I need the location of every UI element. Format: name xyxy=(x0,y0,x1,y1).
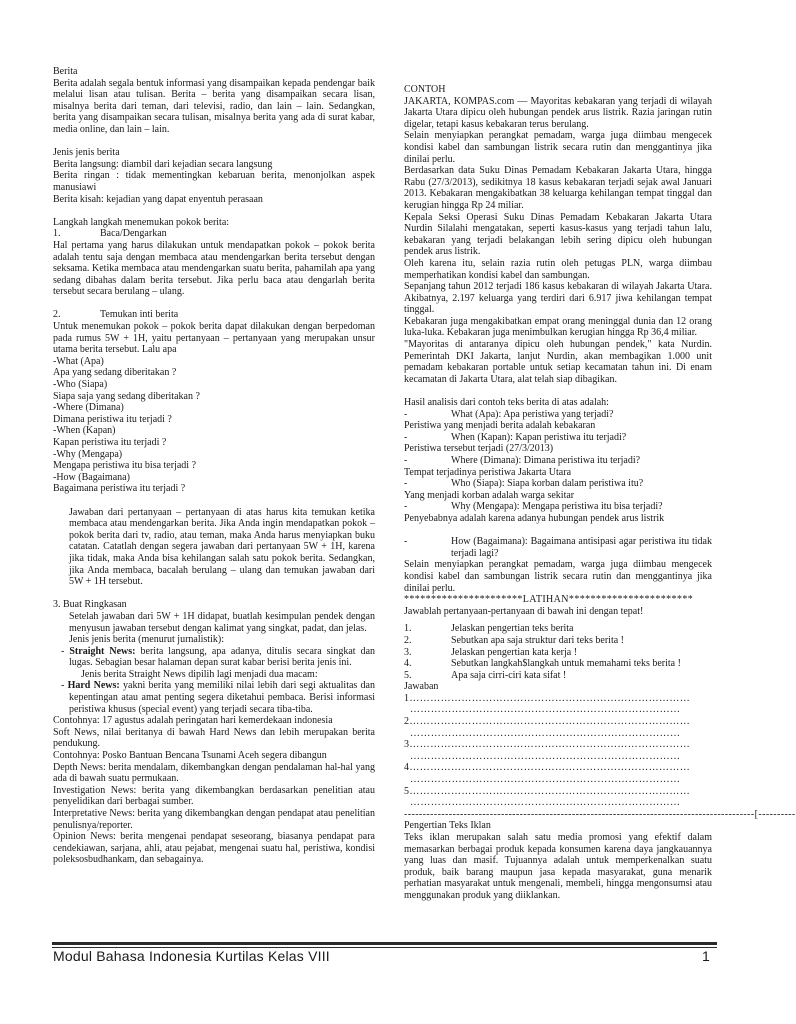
hasil-heading: Hasil analisis dari contoh teks berita di atas adalah: xyxy=(404,397,609,409)
news-paragraph: Sepanjang tahun 2012 terjadi 186 kasus kebakaran di wilayah Jakarta Utara. Akibatnya, 2.197 keluarga yang terdiri dari 6.917 jiwa kehilangan tempat tinggal. xyxy=(404,281,712,316)
contoh-line: Contohnya: 17 agustus adalah peringatan hari kemerdekaan indonesia xyxy=(53,715,333,727)
item-number: 3. xyxy=(404,646,412,658)
news-paragraph: Selain menyiapkan perangkat pemadam, warga juga diimbau mengecek kondisi kabel dan sambungan listrik secara rutin dan menggantinya jika dinilai perlu. xyxy=(404,130,712,165)
item-number: 5. xyxy=(404,669,412,681)
depth-news: Depth News: berita mendalam, dikembangkan dengan pendalaman hal-hal yang ada di bawah suatu permukaan. xyxy=(53,761,375,785)
soft-news: Soft News, nilai beritanya di bawah Hard News dan lebih merupakan berita pendukung. xyxy=(53,726,375,750)
analysis-question: - When (Kapan): Kapan peristiwa itu terjadi? xyxy=(404,431,627,443)
question-line: -Who (Siapa) xyxy=(53,379,108,391)
jawaban-paragraph: Jawaban dari pertanyaan – pertanyaan di atas harus kita temukan ketika membaca atau mendengarkan berita. Jika Anda ingin mendapatkan pokok – pokok berita dari tv, radio, atau teman, maka Anda harus menyiapkan buku catatan. Catatlah dengan segera jawaban dari pertanyaan 5W + 1H, karena jika tidak, maka Anda bisa kehilangan salah satu pokok berita. Sedangkan, jika Anda membaca, bacalah berulang – ulang dan temukan jawaban dari 5W + 1H tersebut. xyxy=(69,506,375,588)
analysis-answer: Yang menjadi korban adalah warga sekitar xyxy=(404,489,575,501)
step-3-text: Setelah jawaban dari 5W + 1H didapat, buatlah kesimpulan pendek dengan menyusun jawaban tersebut dengan kalimat yang singkat, padat, dan jelas. xyxy=(69,610,375,634)
analysis-q-text: How (Bagaimana): Bagaimana antisipasi agar peristiwa itu tidak terjadi lagi? xyxy=(451,536,712,559)
analysis-question-how: - How (Bagaimana): Bagaimana antisipasi agar peristiwa itu tidak terjadi lagi? xyxy=(404,536,712,559)
langkah-heading: Langkah langkah menemukan pokok berita: xyxy=(53,216,230,228)
question-line: -What (Apa) xyxy=(53,355,104,367)
analysis-q-text: Why (Mengapa): Mengapa peristiwa itu bisa terjadi? xyxy=(451,501,663,513)
item-text: Jelaskan pengertian teks berita xyxy=(451,623,574,635)
step-3-heading: 3. Buat Ringkasan xyxy=(53,599,127,611)
footer-rule xyxy=(52,942,717,945)
straight-news-item: - Straight News: berita langsung, apa adanya, ditulis secara singkat dan lugas. Sebagian besar halaman depan surat kabar berisi berita jenis ini. xyxy=(61,645,376,669)
question-line: Mengapa peristiwa itu bisa terjadi ? xyxy=(53,460,197,472)
analysis-q-text: Who (Siapa): Siapa korban dalam peristiwa itu? xyxy=(451,478,644,490)
question-line: Kapan peristiwa itu terjadi ? xyxy=(53,437,167,448)
answer-line: …………………………………………………………………… xyxy=(410,774,681,786)
question-line: -How (Bagaimana) xyxy=(53,471,130,483)
page-number: 1 xyxy=(702,948,710,964)
hard-news-text: yakni berita yang memiliki nilai lebih dari segi aktualitas dan kepentingan atau amat penting segera diketahui pembaca. Berisi informasi peristiwa khusus (special event) yang terjadi secara tiba-tiba. xyxy=(69,680,375,715)
straight-news-text: berita langsung, apa adanya, ditulis secara singkat dan lugas. Sebagian besar halaman depan surat kabar berisi berita jenis ini. xyxy=(69,645,376,669)
question-line: -When (Kapan) xyxy=(53,425,116,437)
step-2-heading xyxy=(53,309,375,321)
question-line: Bagaimana peristiwa itu terjadi ? xyxy=(53,483,186,495)
news-paragraph: JAKARTA, KOMPAS.com — Mayoritas kebakaran yang terjadi di wilayah Jakarta Utara dipicu oleh hubungan pendek arus listrik. Razia jaringan rutin digelar, tetapi kasus kebakaran terus berulang. xyxy=(404,95,712,130)
hard-news-item: - Hard News: yakni berita yang memiliki nilai lebih dari segi aktualitas dan kepentingan atau amat penting segera diketahui pembaca. Berisi informasi peristiwa khusus (special event) yang terjadi secara tiba-tiba. xyxy=(61,680,375,715)
latihan-item xyxy=(404,670,712,682)
analysis-q-text: When (Kapan): Kapan peristiwa itu terjadi? xyxy=(451,431,627,443)
jenis-jurnalistik-heading: Jenis jenis berita (menurut jurnalistik): xyxy=(69,634,224,646)
opinion-news: Opinion News: berita mengenai pendapat seseorang, biasanya pendapat para cendekiawan, sarjana, ahli, atau pejabat, mengenai suatu hal, peristiwa, kondisi poleksosbudhankam, dan sebagainya. xyxy=(53,831,375,866)
iklan-text: Teks iklan merupakan salah satu media promosi yang efektif dalam memasarkan berbagai produk kepada konsumen karena daya jangkauannya yang luas dan masif. Tujuannya adalah untuk memperkenalkan suatu produk, baik barang maupun jasa kepada masyarakat, guna menarik perhatian masyarakat untuk mengenali, membeli, hingga mengonsumsi atau menggunakan produk yang diiklankan. xyxy=(404,832,712,901)
item-text: Apa saja cirri-ciri kata sifat ! xyxy=(451,669,567,681)
item-text: Sebutkan langkah$langkah untuk memahami teks berita ! xyxy=(451,658,681,670)
item-text: Jelaskan pengertian kata kerja ! xyxy=(451,646,578,658)
answer-line: 5……………………………………………………………………… xyxy=(404,785,691,797)
berita-heading: Berita xyxy=(53,66,78,77)
answer-line: …………………………………………………………………… xyxy=(410,797,681,809)
analysis-q-text: Where (Dimana): Dimana peristiwa itu terjadi? xyxy=(451,455,641,466)
question-line: -Where (Dimana) xyxy=(53,402,124,414)
contoh-heading: CONTOH xyxy=(404,84,446,95)
latihan-item xyxy=(404,623,712,635)
latihan-instruction: Jawablah pertanyaan-pertanyaan di bawah ini dengan tepat! xyxy=(404,605,644,617)
answer-line: 2……………………………………………………………………… xyxy=(404,716,691,728)
question-line: Apa yang sedang diberitakan ? xyxy=(53,367,177,379)
item-number: 4. xyxy=(404,658,412,670)
investigation-news: Investigation News: berita yang dikembangkan berdasarkan penelitian atau penyelidikan dari berbagai sumber. xyxy=(53,784,375,808)
latihan-item xyxy=(404,658,712,670)
step-number: 2. xyxy=(53,309,61,321)
answer-line: 3……………………………………………………………………… xyxy=(404,739,691,751)
step-number: 1. xyxy=(53,228,61,240)
analysis-answer: Tempat terjadinya peristiwa Jakarta Utara xyxy=(404,466,572,478)
analysis-answer: Penyebabnya adalah karena adanya hubungan pendek arus listrik xyxy=(404,512,665,524)
analysis-question: - What (Apa): Apa peristiwa yang terjadi? xyxy=(404,408,614,420)
answer-line: …………………………………………………………………… xyxy=(410,704,681,716)
step-1-text: Hal pertama yang harus dilakukan untuk mendapatkan pokok – pokok berita adalah tentu saja dengan membaca atau mendengarkan berita tersebut dengan seksama. Ketika membaca atau mendengarkan suatu berita, pahamilah apa yang sedang dibahas dalam berita tersebut. Jika perlu baca atau dengarlah berita tersebut secara berulang – ulang. xyxy=(53,239,375,298)
news-paragraph: Berdasarkan data Suku Dinas Pemadam Kebakaran Jakarta Utara, hingga Rabu (27/3/2013), sedikitnya 18 kasus kebakaran terjadi sejak awal Januari 2013. Kebakaran mengakibatkan 38 keluarga kehilangan tempat tinggal dan kerugian hingga Rp 24 miliar. xyxy=(404,165,712,211)
jenis-item: Berita kisah: kejadian yang dapat enyentuh perasaan xyxy=(53,193,263,205)
item-text: Sebutkan apa saja struktur dari teks berita ! xyxy=(451,634,624,646)
jenis-item: Berita langsung: diambil dari kejadian secara langsung xyxy=(53,158,273,170)
berita-definition: Berita adalah segala bentuk informasi yang disampaikan kepada pendengar baik melalui lisan atau tulisan. Berita – berita yang disampaikan secara lisan, misalnya berita dari teman, dari televisi, radio, dan lain – lain. Sedangkan, berita yang disampaikan secara tulisan, misalnya berita yang ada di surat kabar, media online, dan lain – lain. xyxy=(53,77,375,135)
step-label: Baca/Dengarkan xyxy=(100,228,167,240)
analysis-question: - Who (Siapa): Siapa korban dalam peristiwa itu? xyxy=(404,478,644,490)
right-column xyxy=(404,84,796,902)
answer-line: 1……………………………………………………………………… xyxy=(404,692,691,704)
latihan-item xyxy=(404,635,712,647)
jawaban-heading: Jawaban xyxy=(404,681,439,693)
item-number: 2. xyxy=(404,634,412,646)
left-column xyxy=(53,66,375,866)
news-paragraph: Kebakaran juga mengakibatkan empat orang meninggal dunia dan 12 orang luka-luka. Kebakaran juga menimbulkan kerugian hingga Rp 36,4 miliar. xyxy=(404,315,712,339)
cut-line: ----------------------------------------------------------------------------------------------[---------- xyxy=(404,808,796,820)
answer-line: …………………………………………………………………… xyxy=(410,727,681,739)
contoh-line: Contohnya: Posko Bantuan Bencana Tsunami Aceh segera dibangun xyxy=(53,750,327,762)
latihan-item xyxy=(404,647,712,659)
news-paragraph: Oleh karena itu, selain razia rutin oleh petugas PLN, warga diimbau memperhatikan kondisi kabel dan sambungan. xyxy=(404,257,712,281)
news-paragraph: Kepala Seksi Operasi Suku Dinas Pemadam Kebakaran Jakarta Utara Nurdin Silalahi mengatakan, seperti kasus-kasus yang terjadi tahun lalu, kebakaran yang terjadi belakangan lebih sering dipicu oleh hubungan pendek arus listrik. xyxy=(404,211,712,258)
hard-news-label: Hard News: xyxy=(67,680,120,692)
jenis-item: Berita ringan : tidak mementingkan kebaruan berita, menonjolkan aspek manusiawi xyxy=(53,170,375,193)
answer-line: …………………………………………………………………… xyxy=(410,750,681,762)
analysis-question: - Where (Dimana): Dimana peristiwa itu terjadi? xyxy=(404,455,641,466)
step-label: Temukan inti berita xyxy=(100,309,179,321)
question-line: -Why (Mengapa) xyxy=(53,448,123,460)
straight-news-label: Straight News: xyxy=(69,645,136,657)
analysis-answer-how: Selain menyiapkan perangkat pemadam, warga juga diimbau mengecek kondisi kabel dan sambungan listrik secara rutin dan menggantinya jika dinilai perlu. xyxy=(404,559,712,594)
item-number: 1. xyxy=(404,623,412,635)
straight-news-sub: Jenis berita Straight News dipilih lagi menjadi dua macam: xyxy=(81,668,318,680)
analysis-answer: Peristiwa yang menjadi berita adalah kebakaran xyxy=(404,420,596,432)
step-1-heading xyxy=(53,228,375,240)
step-2-text: Untuk menemukan pokok – pokok berita dapat dilakukan dengan berpedoman pada rumus 5W + 1H, yaitu pertanyaan – pertanyaan yang merupakan unsur utama berita tersebut. Lalu apa xyxy=(53,321,375,356)
question-line: Siapa saja yang sedang diberitakan ? xyxy=(53,390,200,402)
footer-title: Modul Bahasa Indonesia Kurtilas Kelas VIII xyxy=(53,948,330,964)
answer-line: 4……………………………………………………………………… xyxy=(404,762,691,774)
latihan-banner: **********************LATIHAN*********************** xyxy=(404,594,694,606)
analysis-question: - Why (Mengapa): Mengapa peristiwa itu bisa terjadi? xyxy=(404,501,663,513)
jenis-heading: Jenis jenis berita xyxy=(53,147,120,159)
iklan-heading: Pengertian Teks Iklan xyxy=(404,820,491,832)
interpretative-news: Interpretative News: berita yang dikembangkan dengan pendapat atau penelitian penulisnya/reporter. xyxy=(53,808,375,831)
analysis-q-text: What (Apa): Apa peristiwa yang terjadi? xyxy=(451,408,614,420)
analysis-answer: Peristiwa tersebut terjadi (27/3/2013) xyxy=(404,443,554,455)
question-line: Dimana peristiwa itu terjadi ? xyxy=(53,413,172,425)
news-paragraph: "Mayoritas di antaranya dipicu oleh hubungan pendek," kata Nurdin. Pemerintah DKI Jakarta, lanjut Nurdin, akan membagikan 1.000 unit pemadam kebakaran portable untuk setiap kecamatan tahun ini. Di enam kecamatan di Jakarta Utara, alat telah siap dibagikan. xyxy=(404,339,712,385)
